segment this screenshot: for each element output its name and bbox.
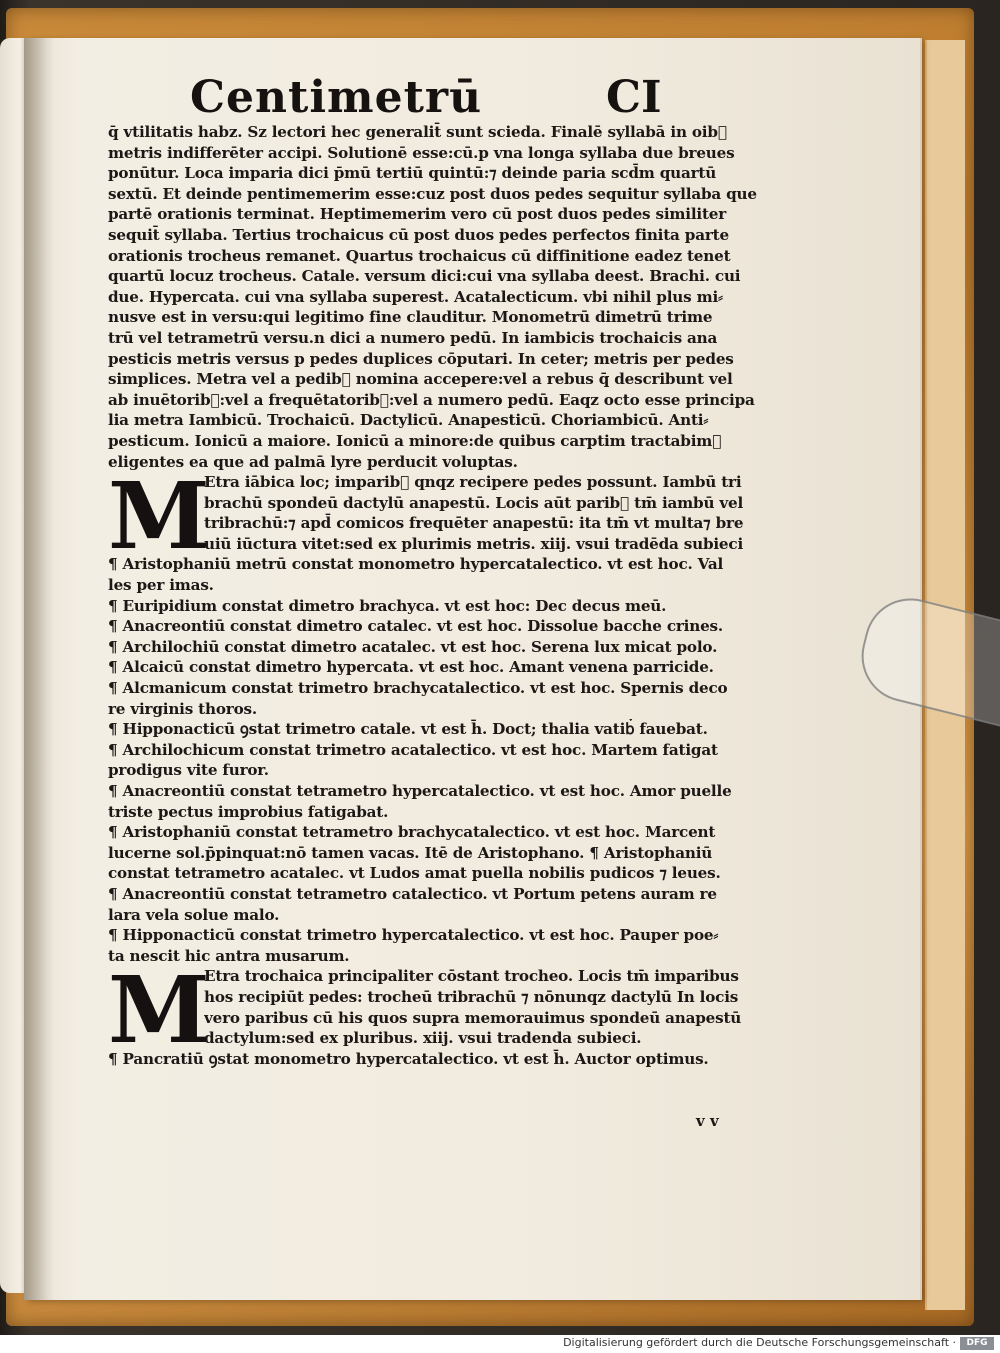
text-line: sextū. Et deinde pentimemerim esse:cuz post duos pedes sequitur syllaba que (108, 184, 757, 203)
text-line: ¶ Archilochicum constat trimetro acatalectico. vt est hoc. Martem fatigat (108, 740, 718, 759)
text-line: les per imas. (108, 576, 214, 595)
text-line: brachū spondeū dactylū anapestū. Locis aūt parib᷒ tm̄ iambū vel (204, 493, 744, 512)
text-line: hos recipiūt pedes: trocheū tribrachū ⁊ nōnunqz dactylū In locis (204, 987, 739, 1006)
text-line: sequit̄ syllaba. Tertius trochaicus cū post duos pedes perfectos finita parte (108, 225, 729, 244)
text-line: eligentes ea que ad palmā lyre perducit voluptas. (108, 452, 518, 471)
text-line: ¶ Alcaicū constat dimetro hypercata. vt est hoc. Amant venena parricide. (108, 658, 714, 677)
footer-bar (0, 1335, 1000, 1353)
text-line: constat tetrametro acatalec. vt Ludos amat puella nobilis pudicos ⁊ leues. (108, 864, 721, 883)
text-line: ¶ Euripidium constat dimetro brachyca. vt est hoc: Dec decus meū. (108, 596, 667, 615)
text-line: partē orationis terminat. Heptimemerim vero cū post duos pedes similiter (108, 205, 727, 224)
text-line: metris indifferēter accipi. Solutionē esse:cū.p vna longa syllaba due breues (108, 143, 735, 162)
meter-list (108, 554, 773, 966)
text-line: ¶ Pancratiū ꝯstat monometro hypercatalectico. vt est h̄. Auctor optimus. (108, 1049, 709, 1068)
text-line: vero paribus cū his quos supra memorauimus spondeū anapestū (204, 1008, 742, 1027)
text-line: ¶ Anacreontiū constat dimetro catalec. vt est hoc. Dissolue bacche crines. (108, 617, 723, 636)
text-line: re virginis thoros. (108, 699, 257, 718)
text-line: due. Hypercata. cui vna syllaba superest. Acatalecticum. vbi nihil plus mi⸗ (108, 287, 723, 306)
text-line: ¶ Anacreontiū constat tetrametro hypercatalectico. vt est hoc. Amor puelle (108, 782, 732, 800)
text-line: ¶ Archilochiū constat dimetro acatalec. vt est hoc. Serena lux micat polo. (108, 637, 718, 656)
text-line: ¶ Alcmanicum constat trimetro brachycatalectico. vt est hoc. Spernis deco (108, 679, 728, 698)
text-line: ta nescit hic antra musarum. (108, 946, 350, 965)
signature-mark: v v (696, 1112, 719, 1130)
text-line: tribrachū:⁊ apd̄ comicos frequēter anapestū: ita tm̄ vt multa⁊ bre (204, 514, 744, 533)
decorated-initial: M (108, 462, 210, 571)
text-line: simplices. Metra vel a pedib᷒ nomina accepere:vel a rebus q̄ describunt vel (108, 370, 733, 389)
folio-number: CI (606, 72, 662, 123)
intro-paragraph (108, 122, 773, 472)
text-line: orationis trocheus remanet. Quartus trochaicus cū diffinitione eadez tenet (108, 246, 731, 265)
dfg-logo: DFG (960, 1337, 994, 1350)
text-line: lia metra Iambicū. Trochaicū. Dactylicū. Anapesticū. Choriambicū. Anti⸗ (108, 411, 709, 430)
text-line: quartū locuz trocheus. Catale. versum dici:cui vna syllaba deest. Brachi. cui (108, 267, 741, 286)
running-title: Centimetrū (190, 72, 483, 123)
text-block (108, 122, 773, 1069)
text-line: ab inuētorib᷒:vel a frequētatorib᷒:vel a numero pedū. Eaqz octo esse principa (108, 390, 755, 409)
footer-credit: Digitalisierung gefördert durch die Deutsche Forschungsgemeinschaft · (563, 1336, 956, 1349)
text-line: trū vel tetrametrū versu.n dici a numero pedū. In iambicis trochaicis ana (108, 328, 718, 347)
text-line: ponūtur. Loca imparia dici p̄mū tertiū quintū:⁊ deinde paria scd̄m quartū (108, 164, 717, 183)
text-line: lara vela solue malo. (108, 905, 280, 924)
text-line: ¶ Hipponacticū ꝯstat trimetro catale. vt est h̄. Doct; thalia vatib᷒ fauebat. (108, 720, 708, 739)
text-line: ¶ Hipponacticū constat trimetro hypercatalectico. vt est hoc. Pauper poe⸗ (108, 926, 719, 945)
text-line: ¶ Aristophaniū metrū constat monometro hypercatalectico. vt est hoc. Val (108, 555, 724, 574)
text-line: nusve est in versu:qui legitimo fine clauditur. Monometrū dimetrū trime (108, 308, 713, 327)
text-line: Etra iābica loc; imparib᷒ qnqz recipere pedes possunt. Iambū tri (204, 473, 742, 492)
text-line: pesticum. Ionicū a maiore. Ionicū a minore:de quibus carptim tractabim᷒ (108, 431, 722, 450)
text-line: q̄ vtilitatis habz. Sz lectori hec generalit̄ sunt scieda. Finalē syllabā in oib᷒ (108, 123, 727, 141)
text-line: dactylum:sed ex pluribus. xiij. vsui tradenda subieci. (204, 1029, 642, 1048)
text-line: prodigus vite furor. (108, 761, 269, 780)
text-line: uiū iūctura vitet:sed ex plurimis metris. xiij. vsui tradēda subieci (204, 534, 744, 553)
text-line: ¶ Anacreontiū constat tetrametro catalectico. vt Portum petens auram re (108, 884, 717, 903)
gutter-shadow (24, 38, 54, 1300)
text-line: Etra trochaica principaliter cōstant trocheo. Locis tm̄ imparibus (204, 967, 739, 986)
text-line: triste pectus improbius fatigabat. (108, 802, 389, 821)
text-line: lucerne sol.p̄pinquat:nō tamen vacas. Itē de Aristophano. ¶ Aristophaniū (108, 843, 713, 862)
text-line: pesticis metris versus p pedes duplices cōputari. In ceter; metris per pedes (108, 349, 734, 368)
decorated-initial: M (108, 956, 210, 1065)
text-line: ¶ Aristophaniū constat tetrametro brachycatalectico. vt est hoc. Marcent (108, 823, 716, 842)
